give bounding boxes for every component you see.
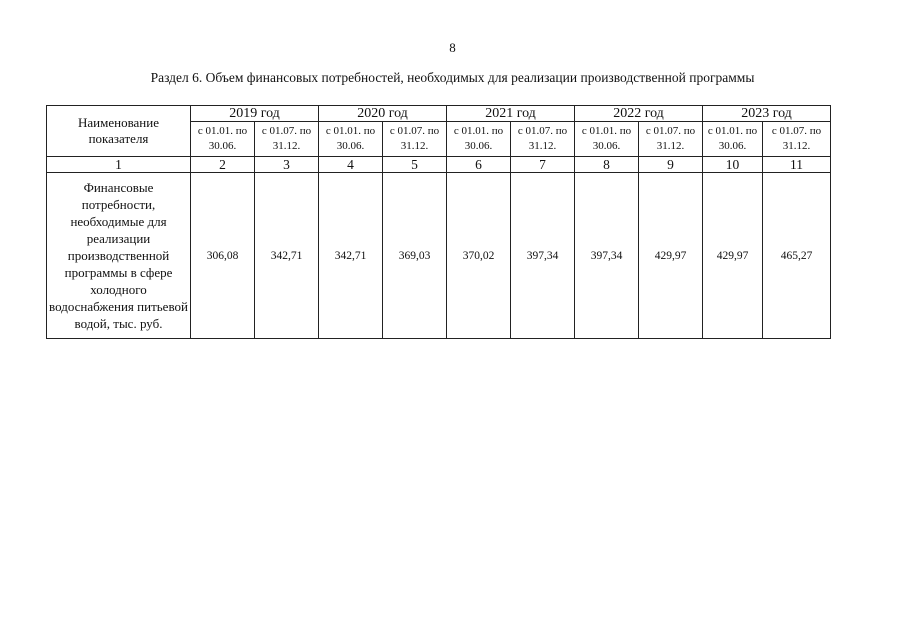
period-header: с 01.01. по 30.06. xyxy=(575,122,639,157)
financial-needs-table xyxy=(46,105,831,339)
value-cell: 465,27 xyxy=(763,173,831,339)
column-number: 8 xyxy=(575,157,639,173)
column-number: 4 xyxy=(319,157,383,173)
period-header: с 01.01. по 30.06. xyxy=(319,122,383,157)
year-header-2021: 2021 год xyxy=(447,106,575,122)
value-cell: 306,08 xyxy=(191,173,255,339)
period-header: с 01.07. по 31.12. xyxy=(383,122,447,157)
value-cell: 342,71 xyxy=(255,173,319,339)
period-header: с 01.07. по 31.12. xyxy=(511,122,575,157)
column-number: 9 xyxy=(639,157,703,173)
value-cell: 429,97 xyxy=(703,173,763,339)
period-header: с 01.01. по 30.06. xyxy=(447,122,511,157)
column-number: 10 xyxy=(703,157,763,173)
column-number: 6 xyxy=(447,157,511,173)
column-number: 3 xyxy=(255,157,319,173)
year-header-2023: 2023 год xyxy=(703,106,831,122)
period-header: с 01.01. по 30.06. xyxy=(191,122,255,157)
year-header-2022: 2022 год xyxy=(575,106,703,122)
column-number: 1 xyxy=(47,157,191,173)
value-cell: 429,97 xyxy=(639,173,703,339)
period-header: с 01.01. по 30.06. xyxy=(703,122,763,157)
column-number: 5 xyxy=(383,157,447,173)
period-header: с 01.07. по 31.12. xyxy=(763,122,831,157)
value-cell: 369,03 xyxy=(383,173,447,339)
column-number-row xyxy=(47,157,831,173)
value-cell: 370,02 xyxy=(447,173,511,339)
period-header: с 01.07. по 31.12. xyxy=(639,122,703,157)
year-header-2019: 2019 год xyxy=(191,106,319,122)
period-header: с 01.07. по 31.12. xyxy=(255,122,319,157)
column-number: 2 xyxy=(191,157,255,173)
value-cell: 342,71 xyxy=(319,173,383,339)
page-number: 8 xyxy=(449,40,456,55)
column-number: 11 xyxy=(763,157,831,173)
value-cell: 397,34 xyxy=(575,173,639,339)
name-column-header: Наименование показателя xyxy=(47,106,191,157)
column-number: 7 xyxy=(511,157,575,173)
section-title: Раздел 6. Объем финансовых потребностей, необходимых для реализации производственной программы xyxy=(150,70,755,85)
indicator-label: Финансовые потребности, необходимые для реализации производственной программы в сфере холодного водоснабжения питьевой водой, тыс. руб. xyxy=(47,173,191,339)
year-header-row xyxy=(47,106,831,122)
table-row xyxy=(47,173,831,339)
year-header-2020: 2020 год xyxy=(319,106,447,122)
value-cell: 397,34 xyxy=(511,173,575,339)
